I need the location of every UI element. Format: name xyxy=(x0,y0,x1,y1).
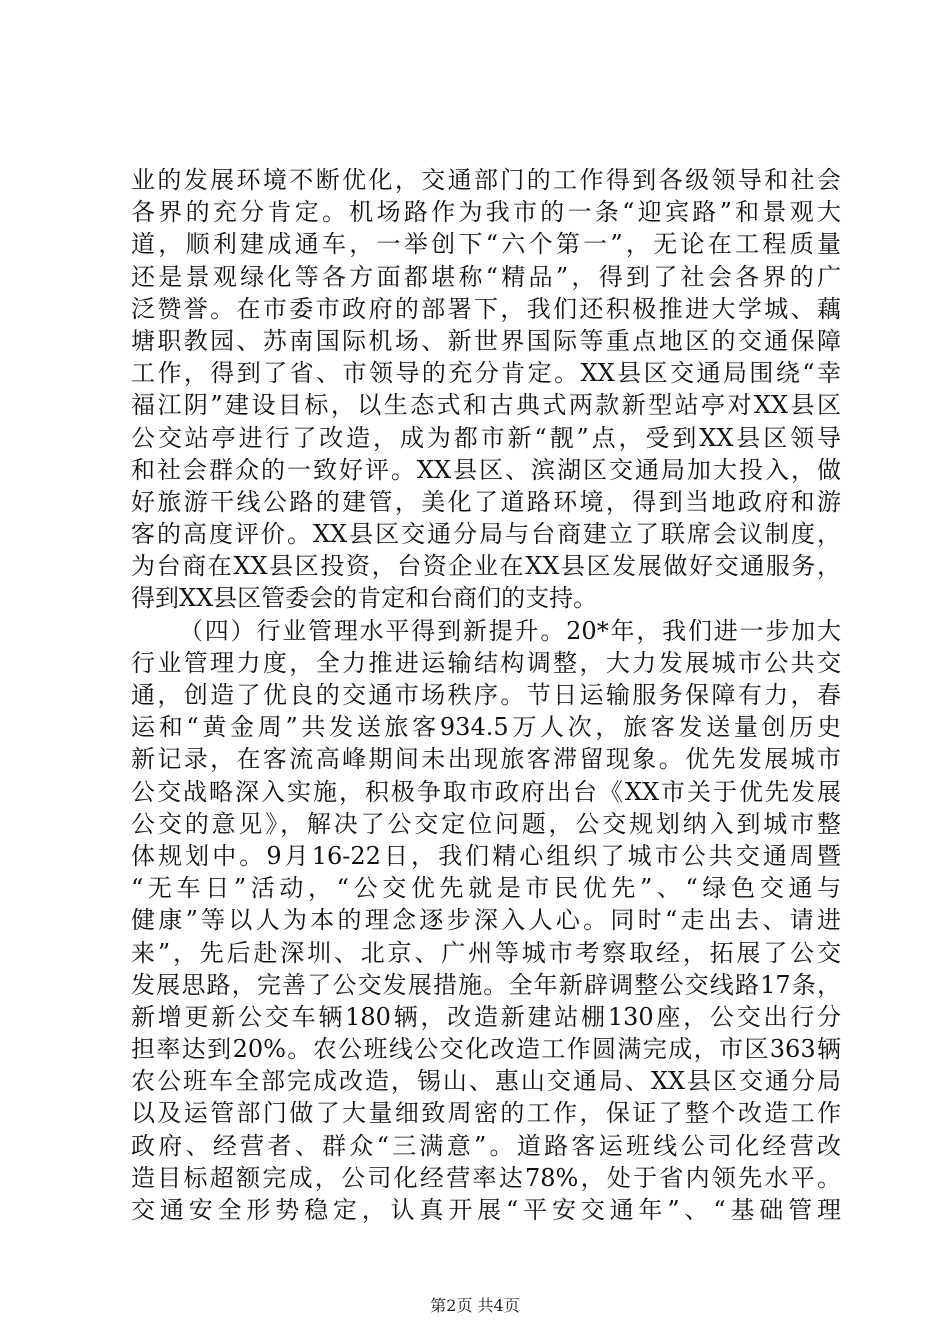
page-number-footer: 第2页 共4页 xyxy=(430,1296,520,1315)
text-line: 客的高度评价。XX县区交通分局与台商建立了联席会议制度， xyxy=(131,520,841,549)
text-line: 新记录，在客流高峰期间未出现旅客滞留现象。优先发展城市 xyxy=(131,745,841,774)
text-line: 塘职教园、苏南国际机场、新世界国际等重点地区的交通保障 xyxy=(131,326,841,355)
text-line: 泛赞誉。在市委市政府的部署下，我们还积极推进大学城、藕 xyxy=(131,294,841,323)
text-line: 工作，得到了省、市领导的充分肯定。XX县区交通局围绕“幸 xyxy=(131,359,841,388)
text-line: 通，创造了优良的交通市场秩序。节日运输服务保障有力，春 xyxy=(131,681,841,709)
text-line: 来”，先后赴深圳、北京、广州等城市考察取经，拓展了公交 xyxy=(131,938,841,967)
text-line: 好旅游干线公路的建管，美化了道路环境，得到当地政府和游 xyxy=(131,487,841,516)
section-heading-line: （四）行业管理水平得到新提升。20*年，我们进一步加大 xyxy=(179,616,841,645)
text-line: 道，顺利建成通车，一举创下“六个第一”，无论在工程质量 xyxy=(131,230,841,259)
text-line: “无车日”活动，“公交优先就是市民优先”、“绿色交通与 xyxy=(131,874,841,903)
text-line: 交通安全形势稳定，认真开展“平安交通年”、“基础管理 xyxy=(131,1196,841,1224)
text-line: 健康”等以人为本的理念逐步深入人心。同时“走出去、请进 xyxy=(131,906,841,935)
text-line: 担率达到20%。农公班线公交化改造工作圆满完成，市区363辆 xyxy=(131,1035,841,1064)
text-line: 以及运管部门做了大量细致周密的工作，保证了整个改造工作 xyxy=(131,1099,841,1128)
text-line: 公交战略深入实施，积极争取市政府出台《XX市关于优先发展 xyxy=(131,777,841,806)
text-line: 公交站亭进行了改造，成为都市新“靓”点，受到XX县区领导 xyxy=(131,423,841,452)
text-line: 业的发展环境不断优化，交通部门的工作得到各级领导和社会 xyxy=(131,166,841,194)
text-line: 政府、经营者、群众“三满意”。道路客运班线公司化经营改 xyxy=(131,1131,841,1160)
text-line: 发展思路，完善了公交发展措施。全年新辟调整公交线路17条， xyxy=(131,970,841,999)
text-line: 运和“黄金周”共发送旅客934.5万人次，旅客发送量创历史 xyxy=(131,713,841,742)
text-line: 农公班车全部完成改造，锡山、惠山交通局、XX县区交通分局 xyxy=(131,1067,841,1096)
text-line: 各界的充分肯定。机场路作为我市的一条“迎宾路”和景观大 xyxy=(131,198,841,227)
text-line: 造目标超额完成，公司化经营率达78%，处于省内领先水平。 xyxy=(131,1163,841,1192)
text-line: 和社会群众的一致好评。XX县区、滨湖区交通局加大投入，做 xyxy=(131,455,841,484)
text-line: 公交的意见》，解决了公交定位问题，公交规划纳入到城市整 xyxy=(131,809,841,838)
paragraph-end-line: 得到XX县区管委会的肯定和台商们的支持。 xyxy=(131,584,598,613)
text-line: 为台商在XX县区投资，台资企业在XX县区发展做好交通服务， xyxy=(131,552,841,581)
body-text xyxy=(131,164,841,1226)
text-line: 体规划中。9月16-22日，我们精心组织了城市公共交通周暨 xyxy=(131,841,841,870)
text-line: 福江阴”建设目标，以生态式和古典式两款新型站亭对XX县区 xyxy=(131,391,841,420)
text-line: 行业管理力度，全力推进运输结构调整，大力发展城市公共交 xyxy=(131,648,841,677)
text-line: 新增更新公交车辆180辆，改造新建站棚130座，公交出行分 xyxy=(131,1002,841,1031)
text-line: 还是景观绿化等各方面都堪称“精品”，得到了社会各界的广 xyxy=(131,262,841,291)
